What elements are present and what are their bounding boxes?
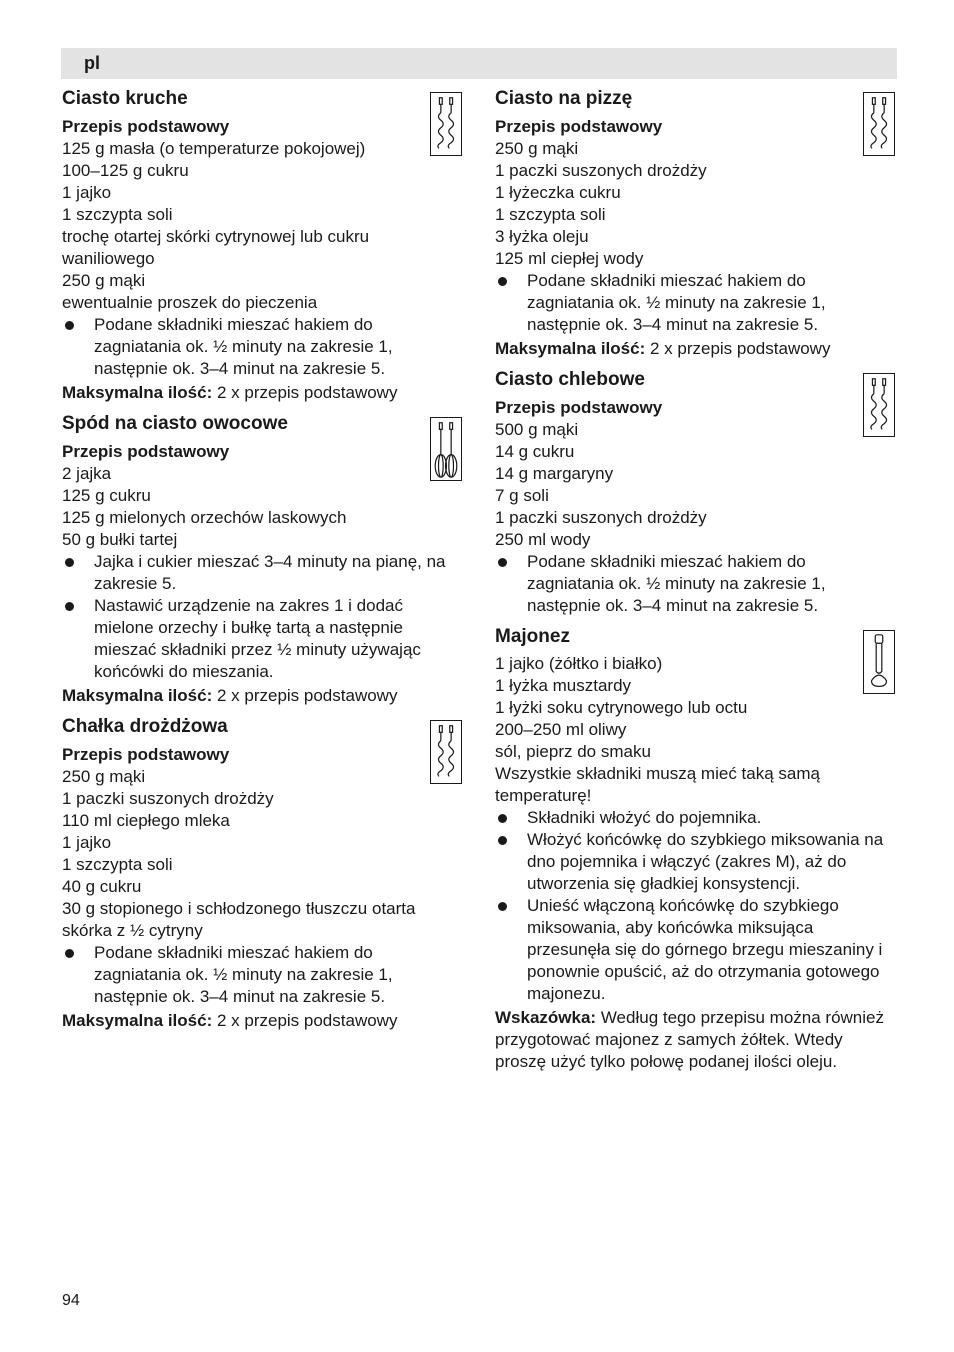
instruction-text: Nastawić urządzenie na zakres 1 i dodać mielone orzechy i bułkę tartą a następnie mieszać składniki przez ½ minuty używając końcówki do mieszania.: [94, 596, 421, 681]
ingredient-line: 1 jajko: [62, 833, 112, 852]
ingredient-line: 125 g cukru: [62, 486, 151, 505]
ingredient-line: 50 g bułki tartej: [62, 530, 178, 549]
ingredient-line: 1 szczypta soli: [62, 855, 173, 874]
max-amount-value: 2 x przepis podstawowy: [212, 383, 398, 402]
recipe-section: [62, 716, 462, 1032]
max-amount-value: 2 x przepis podstawowy: [645, 339, 831, 358]
bullet-dot-icon: [65, 602, 74, 611]
max-amount-note: [495, 1007, 895, 1073]
instruction-bullet: [495, 807, 895, 829]
recipe-title: Chałka drożdżowa: [62, 716, 228, 737]
ingredient-line: 1 łyżka musztardy: [495, 676, 632, 695]
ingredient-line: 125 g masła (o temperaturze pokojowej): [62, 139, 366, 158]
ingredient-line: 500 g mąki: [495, 420, 579, 439]
max-amount-label: Maksymalna ilość:: [62, 1011, 213, 1030]
ingredient-line: 7 g soli: [495, 486, 549, 505]
bullet-dot-icon: [498, 558, 507, 567]
recipe-subtitle: Przepis podstawowy: [62, 117, 230, 136]
instruction-text: Włożyć końcówkę do szybkiego miksowania na dno pojemnika i włączyć (zakres M), aż do utworzenia się gładkiej konsystencji.: [527, 830, 884, 893]
ingredient-line: ewentualnie proszek do pieczenia: [62, 293, 318, 312]
bullet-dot-icon: [65, 558, 74, 567]
max-amount-note: [495, 338, 895, 360]
recipe-section: [62, 413, 462, 707]
ingredient-line: 14 g cukru: [495, 442, 575, 461]
bullet-dot-icon: [498, 277, 507, 286]
bullet-dot-icon: [65, 321, 74, 330]
recipe-section: [62, 88, 462, 404]
bullet-dot-icon: [498, 902, 507, 911]
recipe-subtitle: Przepis podstawowy: [62, 745, 230, 764]
instruction-text: Podane składniki mieszać hakiem do zagniatania ok. ½ minuty na zakresie 1, następnie ok. 3–4 minut na zakresie 5.: [94, 315, 393, 378]
instruction-bullet: [495, 270, 895, 336]
ingredient-line: 200–250 ml oliwy: [495, 720, 627, 739]
ingredient-line: 1 jajko (żółtko i białko): [495, 654, 663, 673]
ingredient-line: 250 g mąki: [495, 139, 579, 158]
bullet-dot-icon: [498, 814, 507, 823]
instruction-text: Podane składniki mieszać hakiem do zagniatania ok. ½ minuty na zakresie 1, następnie ok. 3–4 minut na zakresie 5.: [527, 271, 826, 334]
max-amount-label: Maksymalna ilość:: [62, 383, 213, 402]
recipe-subtitle: Przepis podstawowy: [495, 117, 663, 136]
recipe-subtitle: Przepis podstawowy: [62, 442, 230, 461]
instruction-bullet: [62, 314, 462, 380]
recipe-title: Majonez: [495, 626, 570, 647]
ingredient-line: trochę otartej skórki cytrynowej lub cukru waniliowego: [62, 227, 370, 268]
instruction-text: Jajka i cukier mieszać 3–4 minuty na pianę, na zakresie 5.: [94, 552, 446, 593]
max-amount-value: 2 x przepis podstawowy: [212, 1011, 398, 1030]
ingredient-line: 2 jajka: [62, 464, 112, 483]
ingredient-line: 250 ml wody: [495, 530, 591, 549]
recipe-title: Spód na ciasto owocowe: [62, 413, 288, 434]
ingredient-line: 1 paczki suszonych drożdży: [495, 161, 707, 180]
ingredient-line: 40 g cukru: [62, 877, 142, 896]
whisks-icon: [430, 417, 462, 481]
instruction-text: Składniki włożyć do pojemnika.: [527, 808, 762, 827]
ingredient-line: 3 łyżka oleju: [495, 227, 589, 246]
bullet-dot-icon: [498, 836, 507, 845]
dough-hooks-icon: [863, 92, 895, 156]
instruction-bullet: [62, 942, 462, 1008]
instruction-bullet: [62, 595, 462, 683]
ingredient-line: 125 g mielonych orzechów laskowych: [62, 508, 347, 527]
ingredient-line: 1 łyżeczka cukru: [495, 183, 621, 202]
dough-hooks-icon: [863, 373, 895, 437]
ingredient-line: 14 g margaryny: [495, 464, 614, 483]
recipe-section: [495, 88, 895, 360]
recipe-subtitle: Przepis podstawowy: [495, 398, 663, 417]
ingredient-line: 100–125 g cukru: [62, 161, 189, 180]
instruction-text: Podane składniki mieszać hakiem do zagniatania ok. ½ minuty na zakresie 1, następnie ok. 3–4 minut na zakresie 5.: [94, 943, 393, 1006]
recipe-section: [495, 369, 895, 617]
ingredient-line: 250 g mąki: [62, 767, 146, 786]
max-amount-label: Wskazówka:: [495, 1008, 597, 1027]
max-amount-label: Maksymalna ilość:: [62, 686, 213, 705]
ingredient-line: 30 g stopionego i schłodzonego tłuszczu otarta skórka z ½ cytryny: [62, 899, 416, 940]
ingredient-line: 1 łyżki soku cytrynowego lub octu: [495, 698, 748, 717]
max-amount-note: [62, 685, 462, 707]
dough-hooks-icon: [430, 92, 462, 156]
dough-hooks-icon: [430, 720, 462, 784]
language-header-bar: [61, 48, 897, 79]
max-amount-value: 2 x przepis podstawowy: [212, 686, 398, 705]
max-amount-note: [62, 382, 462, 404]
ingredient-line: sól, pieprz do smaku: [495, 742, 651, 761]
language-code: pl: [84, 53, 100, 73]
blender-icon: [863, 630, 895, 694]
ingredient-line: 1 szczypta soli: [62, 205, 173, 224]
ingredient-line: Wszystkie składniki muszą mieć taką samą temperaturę!: [495, 764, 820, 805]
instruction-text: Podane składniki mieszać hakiem do zagniatania ok. ½ minuty na zakresie 1, następnie ok. 3–4 minut na zakresie 5.: [527, 552, 826, 615]
right-column: [495, 88, 895, 1082]
left-column: [62, 88, 462, 1041]
instruction-bullet: [495, 829, 895, 895]
ingredient-line: 1 paczki suszonych drożdży: [495, 508, 707, 527]
page-number: 94: [62, 1292, 80, 1309]
recipe-title: Ciasto chlebowe: [495, 369, 645, 390]
max-amount-value: Według tego przepisu można również przygotować majonez z samych żółtek. Wtedy proszę użyć tylko połowę podanej ilości oleju.: [495, 1008, 884, 1071]
instruction-bullet: [495, 895, 895, 1005]
ingredient-line: 110 ml ciepłego mleka: [62, 811, 230, 830]
ingredient-line: 125 ml ciepłej wody: [495, 249, 644, 268]
max-amount-label: Maksymalna ilość:: [495, 339, 646, 358]
recipe-title: Ciasto kruche: [62, 88, 188, 109]
ingredient-line: 1 paczki suszonych drożdży: [62, 789, 274, 808]
max-amount-note: [62, 1010, 462, 1032]
ingredient-line: 1 szczypta soli: [495, 205, 606, 224]
recipe-title: Ciasto na pizzę: [495, 88, 633, 109]
recipe-section: [495, 626, 895, 1073]
instruction-bullet: [62, 551, 462, 595]
bullet-dot-icon: [65, 949, 74, 958]
instruction-text: Unieść włączoną końcówkę do szybkiego miksowania, aby końcówka miksująca przesunęła się do górnego brzegu mieszaniny i ponownie opuścić, aż do otrzymania gotowego majonezu.: [527, 896, 883, 1003]
ingredient-line: 1 jajko: [62, 183, 112, 202]
instruction-bullet: [495, 551, 895, 617]
ingredient-line: 250 g mąki: [62, 271, 146, 290]
